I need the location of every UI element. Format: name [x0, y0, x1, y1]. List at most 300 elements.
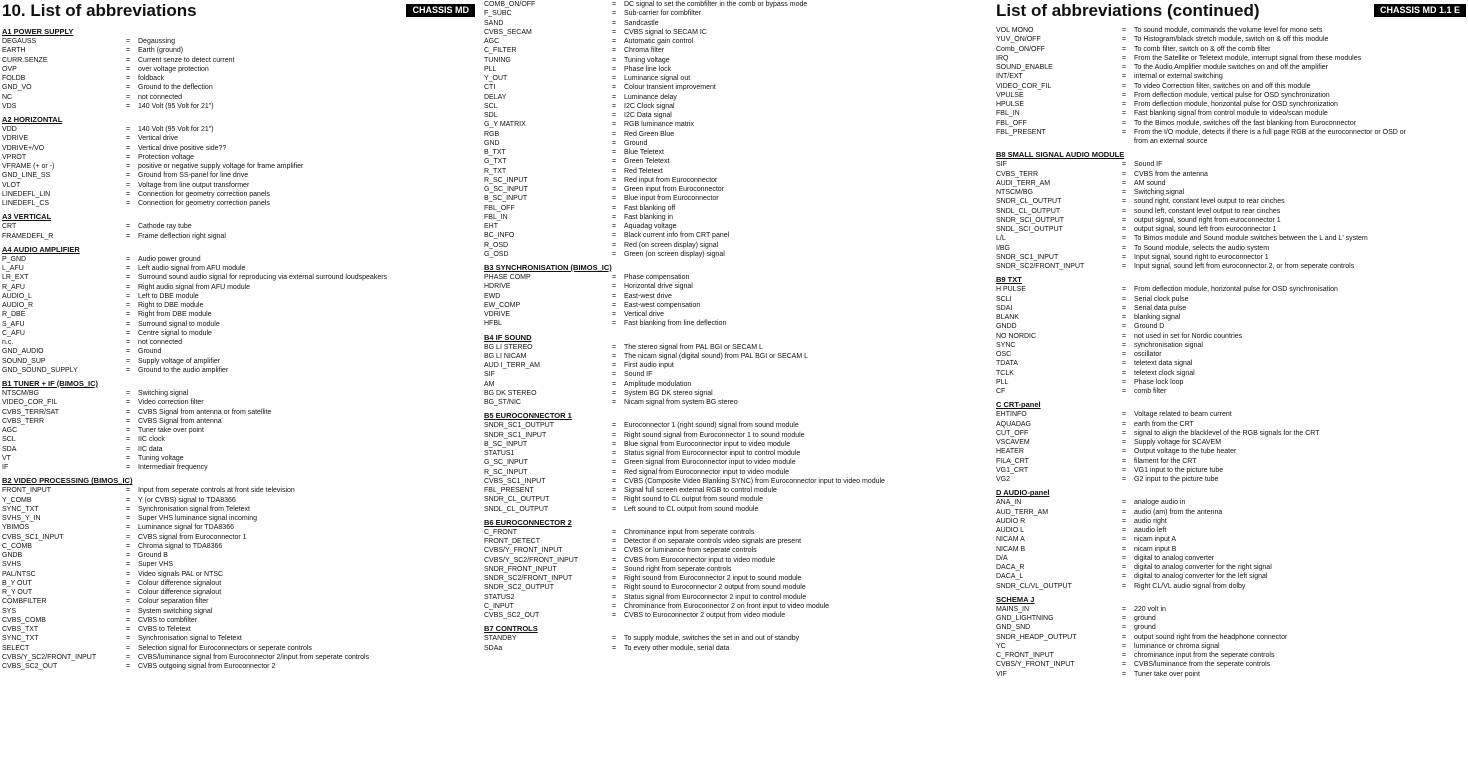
section-heading: A2 HORIZONTAL: [2, 115, 63, 124]
abbreviation-meaning: CVBS/luminance from the seperate controls: [1134, 661, 1271, 669]
abbreviation-meaning: To supply module, switches the set in and out of standby: [624, 635, 800, 643]
abbreviation: I/BG: [996, 244, 1011, 252]
abbreviation: VG2: [996, 476, 1011, 483]
abbreviation-row: [2, 232, 477, 241]
abbreviation-meaning: Earth (ground): [138, 47, 184, 55]
abbreviation: BC_INFO: [484, 232, 515, 240]
equals-sign: =: [126, 65, 131, 73]
abbreviation: SCLI: [996, 295, 1012, 303]
abbreviation-row: [484, 204, 974, 213]
abbreviation: AUD_TERR_AM: [996, 508, 1049, 516]
abbreviation-row: [2, 454, 477, 463]
equals-sign: =: [1122, 642, 1127, 650]
abbreviation: AM: [484, 380, 495, 388]
abbreviation-row: [484, 565, 974, 574]
abbreviation: PLL: [996, 378, 1009, 386]
column-left-body: [2, 26, 477, 671]
abbreviation-meaning: Synchronisation signal to Teletext: [138, 635, 242, 643]
equals-sign: =: [1122, 198, 1127, 206]
chassis-badge: CHASSIS MD 1.1 E: [1374, 4, 1466, 17]
abbreviation: INT/EXT: [996, 73, 1023, 81]
abbreviation: CF: [996, 388, 1006, 395]
column-middle-body: [484, 0, 974, 653]
abbreviation-meaning: Intermediair frequency: [138, 464, 208, 471]
abbreviation-row: [2, 634, 477, 643]
abbreviation-row: [2, 65, 477, 74]
abbreviation-row: [996, 517, 1466, 526]
abbreviation-meaning: Fast blanking in: [624, 213, 674, 221]
equals-sign: =: [1122, 466, 1127, 474]
abbreviation-meaning: Selection signal for Euroconnectors or seperate controls: [138, 644, 312, 652]
page-title: 10. List of abbreviations: [2, 1, 197, 20]
abbreviation-meaning: Red Teletext: [624, 167, 663, 175]
abbreviation-meaning: Vertical drive positive side??: [138, 144, 227, 152]
abbreviation-row: [2, 83, 477, 92]
abbreviation: R_Y OUT: [2, 589, 33, 596]
abbreviation-row: [484, 130, 974, 139]
equals-sign: =: [1122, 351, 1127, 358]
abbreviation-meaning: CVBS signal to SECAM IC: [624, 28, 707, 36]
abbreviation-row: [996, 35, 1466, 44]
abbreviation: VPROT: [2, 153, 27, 161]
equals-sign: =: [126, 399, 131, 407]
abbreviation: SOUND_ENABLE: [996, 64, 1053, 71]
abbreviation-meaning: Super VHS: [138, 561, 174, 569]
abbreviation: R_DBE: [2, 311, 26, 319]
equals-sign: =: [612, 584, 617, 592]
abbreviation-row: [484, 398, 974, 407]
abbreviation-row: [484, 213, 974, 222]
section-heading: SCHEMA J: [996, 594, 1035, 604]
equals-sign: =: [612, 75, 617, 82]
abbreviation-row: [996, 216, 1466, 225]
abbreviation: GND: [484, 139, 500, 147]
equals-sign: =: [612, 102, 617, 110]
abbreviation-meaning: Left to DBE module: [138, 292, 199, 300]
abbreviation: SYNC_TXT: [2, 635, 39, 643]
abbreviation-meaning: ground: [1134, 615, 1156, 622]
abbreviation-meaning: Left audio signal from AFU module: [138, 265, 246, 272]
equals-sign: =: [126, 274, 131, 282]
abbreviation: STATUS2: [484, 593, 515, 601]
abbreviation: BG LI NICAM: [484, 352, 527, 360]
abbreviation-row: [996, 614, 1466, 623]
equals-sign: =: [126, 570, 131, 578]
abbreviation-row: [996, 410, 1466, 419]
abbreviation-meaning: 140 Volt (95 Volt for 21"): [138, 102, 214, 110]
equals-sign: =: [1122, 388, 1127, 395]
abbreviation-meaning: digital to analog converter for the left signal: [1134, 573, 1268, 581]
equals-sign: =: [126, 616, 131, 624]
abbreviation: D/A: [996, 554, 1008, 562]
equals-sign: =: [1122, 304, 1127, 312]
abbreviation-row: [2, 338, 477, 347]
equals-sign: =: [126, 653, 131, 661]
abbreviation: HPULSE: [996, 101, 1025, 108]
abbreviation: SNDR_SC2/FRONT_INPUT: [996, 263, 1085, 270]
abbreviation: SNDR_SC1_INPUT: [996, 253, 1059, 261]
abbreviation-meaning: Chroma signal to TDA8366: [138, 542, 223, 550]
abbreviation-row: [484, 0, 974, 9]
section-heading: B7 CONTROLS: [484, 624, 538, 634]
abbreviation-meaning: CVBS/luminance signal from Euroconnector 2/input from seperate controls: [138, 653, 370, 661]
abbreviation-meaning: Phase line lock: [624, 65, 672, 73]
abbreviation-meaning: output signal, sound right from euroconnector 1: [1134, 216, 1281, 224]
abbreviation: EWD: [484, 292, 501, 300]
abbreviation-meaning: Ground B: [138, 552, 168, 559]
abbreviation: CRT: [2, 223, 17, 231]
abbreviation-meaning: Luminance signal out: [624, 75, 691, 82]
abbreviation: AUDIO_L: [2, 292, 32, 300]
abbreviation-row: [2, 616, 477, 625]
abbreviation-row: [484, 380, 974, 389]
abbreviation-meaning: System switching signal: [138, 607, 213, 615]
abbreviation-row: [996, 633, 1466, 642]
abbreviation-meaning: To Bimos module and Sound module switches between the L and L' system: [1134, 235, 1368, 243]
abbreviation-row: [996, 554, 1466, 563]
abbreviation: CVBS_COMB: [2, 616, 46, 624]
abbreviation: SNDR_FRONT_INPUT: [484, 565, 557, 573]
equals-sign: =: [612, 28, 617, 36]
equals-sign: =: [126, 454, 131, 462]
equals-sign: =: [612, 311, 617, 318]
equals-sign: =: [126, 390, 131, 397]
abbreviation-row: [996, 100, 1466, 109]
abbreviation-meaning: Ground D: [1134, 323, 1165, 331]
abbreviation-row: [2, 579, 477, 588]
abbreviation-row: [484, 37, 974, 46]
abbreviation: CVBS_TXT: [2, 626, 39, 633]
abbreviation-meaning: CVBS Signal from antenna: [138, 417, 222, 425]
abbreviation-row: [2, 329, 477, 338]
equals-sign: =: [1122, 45, 1127, 53]
equals-sign: =: [612, 84, 617, 92]
abbreviation: DACA_L: [996, 573, 1024, 581]
abbreviation-row: [996, 128, 1466, 137]
abbreviation: SAND: [484, 19, 504, 27]
abbreviation-meaning: sound left, constant level output to rear cinches: [1134, 207, 1281, 215]
abbreviation-meaning: Left sound to CL output from sound module: [624, 505, 759, 513]
abbreviation: SDAa: [484, 644, 503, 652]
abbreviation: SNDR_SC2/FRONT_INPUT: [484, 575, 573, 582]
equals-sign: =: [126, 533, 131, 541]
abbreviation-meaning: IIC clock: [138, 436, 165, 444]
abbreviation: Y_OUT: [484, 75, 508, 82]
equals-sign: =: [126, 552, 131, 559]
abbreviation: SCL: [2, 436, 16, 444]
abbreviation-meaning: Luminance delay: [624, 93, 677, 101]
equals-sign: =: [1122, 420, 1127, 428]
abbreviation-meaning: audio (am) from the antenna: [1134, 508, 1223, 516]
equals-sign: =: [1122, 517, 1127, 525]
abbreviation-row: [996, 45, 1466, 54]
abbreviation-row: [996, 179, 1466, 188]
equals-sign: =: [126, 190, 131, 198]
equals-sign: =: [612, 343, 617, 351]
abbreviation: FRONT_INPUT: [2, 487, 51, 495]
abbreviation-meaning: Right sound to Euroconnector 2 output from sound module: [624, 584, 806, 592]
equals-sign: =: [126, 292, 131, 300]
equals-sign: =: [126, 542, 131, 550]
abbreviation-row: [996, 670, 1466, 679]
abbreviation-meaning: Serial clock pulse: [1134, 295, 1189, 303]
abbreviation: SYNC: [996, 341, 1016, 349]
abbreviation: G_SC_INPUT: [484, 459, 528, 467]
abbreviation: VDS: [2, 102, 17, 110]
abbreviation-row: [996, 378, 1466, 387]
abbreviation-row: [2, 301, 477, 310]
abbreviation: CVBS_SECAM: [484, 28, 532, 36]
abbreviation-row: [2, 505, 477, 514]
abbreviation: HDRIVE: [484, 283, 511, 291]
abbreviation: SVHS: [2, 561, 22, 569]
abbreviation-row: [2, 181, 477, 190]
abbreviation: SELECT: [2, 644, 30, 652]
abbreviation-meaning: Right sound signal from Euroconnector 1 to sound module: [624, 431, 805, 439]
equals-sign: =: [126, 561, 131, 569]
abbreviation-meaning: Input signal, sound left from euroconnector 2, or from seperate controls: [1134, 263, 1355, 270]
abbreviation: n.c.: [2, 339, 14, 346]
abbreviation-meaning: I2C Data signal: [624, 112, 672, 119]
left-title-bar: [2, 0, 477, 26]
equals-sign: =: [1122, 573, 1127, 581]
abbreviation-meaning: Voltage from line output transformer: [138, 181, 250, 189]
abbreviation-row: [996, 526, 1466, 535]
abbreviation-meaning: teletext clock signal: [1134, 369, 1195, 377]
abbreviation-row: [996, 207, 1466, 216]
abbreviation-row: [996, 234, 1466, 243]
abbreviation: SNDR_SC1_OUTPUT: [484, 422, 555, 430]
abbreviation: SYS: [2, 607, 17, 615]
abbreviation-meaning: Green (on screen display) signal: [624, 250, 725, 258]
abbreviation: SOUND_SUP: [2, 357, 46, 365]
abbreviation: VIF: [996, 670, 1007, 678]
abbreviation-row: [2, 560, 477, 569]
equals-sign: =: [126, 283, 131, 291]
abbreviation: P_GND: [2, 255, 27, 263]
equals-sign: =: [1122, 323, 1127, 331]
abbreviation: LINEDEFL_LIN: [2, 190, 51, 198]
abbreviation: FBL_IN: [996, 110, 1020, 118]
abbreviation: SIF: [996, 161, 1007, 169]
abbreviation-meaning: Ground to the audio amplifier: [138, 366, 229, 374]
equals-sign: =: [1122, 170, 1127, 178]
equals-sign: =: [1122, 582, 1127, 590]
abbreviation-meaning: Video signals PAL or NTSC: [138, 570, 224, 578]
abbreviation: STANDBY: [484, 635, 517, 643]
equals-sign: =: [126, 524, 131, 532]
section-heading: D AUDIO-panel: [996, 488, 1050, 498]
abbreviation-row: [2, 496, 477, 505]
abbreviation-row: [484, 231, 974, 240]
abbreviation: VSCAVEM: [996, 439, 1030, 446]
abbreviation-meaning: CVBS or luminance from seperate controls: [624, 547, 757, 555]
abbreviation: GND_SOUND_SUPPLY: [2, 366, 78, 374]
equals-sign: =: [1122, 564, 1127, 571]
abbreviation-row: [996, 109, 1466, 118]
abbreviation-row: [484, 139, 974, 148]
abbreviation-meaning: digital to analog converter for the right signal: [1134, 564, 1272, 571]
equals-sign: =: [126, 126, 131, 133]
abbreviation-row: [484, 222, 974, 231]
equals-sign: =: [126, 515, 131, 522]
abbreviation: VDD: [2, 126, 17, 133]
equals-sign: =: [612, 431, 617, 439]
abbreviation-meaning: Sub-carrier for combfilter: [624, 10, 702, 18]
equals-sign: =: [126, 589, 131, 596]
abbreviation-row: [996, 262, 1466, 271]
equals-sign: =: [126, 626, 131, 633]
abbreviation-meaning: Phase compensation: [624, 274, 690, 281]
abbreviation-meaning: From deflection module, horizontal pulse for OSD synchronization: [1134, 101, 1338, 108]
abbreviation: DACA_R: [996, 564, 1025, 571]
equals-sign: =: [1122, 189, 1127, 196]
abbreviation-row: [2, 570, 477, 579]
abbreviation-row: [2, 46, 477, 55]
abbreviation-row: [484, 602, 974, 611]
equals-sign: =: [126, 102, 131, 110]
equals-sign: =: [612, 130, 617, 138]
abbreviation: AUDI_TERR_AM: [996, 179, 1051, 187]
abbreviation: SNDL_CL_OUTPUT: [996, 207, 1061, 215]
abbreviation-row: [2, 144, 477, 153]
abbreviation: SIF: [484, 371, 495, 379]
abbreviation: CVBS_SC1_INPUT: [2, 533, 64, 541]
equals-sign: =: [612, 635, 617, 643]
abbreviation-row: [996, 508, 1466, 517]
abbreviation: L/L: [996, 235, 1006, 243]
abbreviation-meaning: ground: [1134, 624, 1156, 632]
abbreviation-meaning: Centre signal to module: [138, 329, 212, 337]
abbreviation-meaning: oscillator: [1134, 351, 1162, 358]
abbreviation-row: [996, 285, 1466, 294]
abbreviation: CVBS_SC1_INPUT: [484, 477, 546, 485]
abbreviation-row: [2, 542, 477, 551]
abbreviation: G_OSD: [484, 250, 509, 258]
abbreviation-meaning: analoge audio in: [1134, 499, 1186, 507]
equals-sign: =: [1122, 360, 1127, 368]
abbreviation-row: [484, 102, 974, 111]
equals-sign: =: [1122, 554, 1127, 562]
abbreviation-meaning: synchronisation signal: [1134, 341, 1203, 349]
abbreviation-meaning: Vertical drive: [138, 135, 179, 143]
abbreviation-row: [484, 361, 974, 370]
abbreviation-meaning: IIC data: [138, 445, 163, 453]
section-heading: A1 POWER SUPPLY: [2, 27, 74, 36]
abbreviation-row: [996, 642, 1466, 651]
abbreviation-meaning: CVBS from the antenna: [1134, 170, 1208, 178]
equals-sign: =: [126, 75, 131, 82]
abbreviation: PHASE COMP: [484, 274, 531, 281]
equals-sign: =: [612, 47, 617, 55]
abbreviation-row: [996, 304, 1466, 313]
abbreviation: BG_ST/NIC: [484, 399, 521, 406]
abbreviation: DELAY: [484, 93, 507, 101]
abbreviation: C_FRONT_INPUT: [996, 652, 1054, 659]
abbreviation: VDRIVE+/VO: [2, 144, 45, 152]
abbreviation: GND_VO: [2, 84, 32, 92]
equals-sign: =: [126, 339, 131, 346]
equals-sign: =: [612, 538, 617, 545]
abbreviation: TUNING: [484, 56, 511, 64]
abbreviation-meaning: Connection for geometry correction panels: [138, 190, 270, 198]
equals-sign: =: [1122, 161, 1127, 169]
abbreviation: CTI: [484, 84, 496, 92]
equals-sign: =: [1122, 82, 1127, 90]
abbreviation: NTSCM/BG: [996, 189, 1033, 196]
abbreviation-meaning: sound right, constant level output to rear cinches: [1134, 198, 1285, 206]
equals-sign: =: [1122, 216, 1127, 224]
abbreviation-row: [2, 222, 477, 231]
abbreviation: SNDR_HEADP_OUTPUT: [996, 633, 1077, 641]
abbreviation-row: [2, 255, 477, 264]
abbreviation-meaning: Blue input from Euroconnector: [624, 195, 719, 203]
abbreviation-meaning: Tuner take over point: [1134, 670, 1200, 678]
abbreviation-row: [996, 188, 1466, 197]
abbreviation: NICAM A: [996, 536, 1025, 544]
equals-sign: =: [1122, 448, 1127, 456]
abbreviation-row: [996, 91, 1466, 100]
abbreviation-row: [2, 162, 477, 171]
equals-sign: =: [1122, 54, 1127, 62]
section-heading: B9 TXT: [996, 275, 1022, 285]
page-title-continued: List of abbreviations (continued): [996, 1, 1260, 20]
abbreviation-row: [2, 625, 477, 634]
abbreviation: VFRAME (+ or -): [2, 163, 55, 170]
equals-sign: =: [1122, 378, 1127, 386]
abbreviation-row: [484, 148, 974, 157]
abbreviation-meaning: Ground from SS-panel for line drive: [138, 172, 249, 180]
abbreviation-meaning: internal or external switching: [1134, 73, 1223, 81]
abbreviation-row: [484, 250, 974, 259]
abbreviation-meaning: Aquadag voltage: [624, 223, 677, 230]
abbreviation-meaning: Euroconnector 1 (right sound) signal from sound module: [624, 422, 799, 430]
abbreviation: SNDR_SC2_OUTPUT: [484, 584, 555, 592]
equals-sign: =: [1122, 615, 1127, 622]
abbreviation-meaning: To comb filter, switch on & off the comb filter: [1134, 45, 1271, 53]
abbreviation-row: [484, 468, 974, 477]
abbreviation: CVBS/Y_SC2/FRONT_INPUT: [484, 556, 579, 564]
right-title-bar: [996, 0, 1466, 26]
abbreviation-meaning: Blue Teletext: [624, 149, 664, 156]
abbreviation: CVBS/Y_SC2/FRONT_INPUT: [2, 653, 97, 661]
abbreviation-row: [2, 264, 477, 273]
equals-sign: =: [612, 283, 617, 291]
abbreviation: SDA: [2, 445, 17, 453]
equals-sign: =: [1122, 429, 1127, 437]
abbreviation-row: [2, 190, 477, 199]
abbreviation-meaning: Status signal from Euroconnector 2 input to control module: [624, 593, 807, 601]
equals-sign: =: [126, 84, 131, 92]
abbreviation-row: [996, 498, 1466, 507]
abbreviation: EHT: [484, 223, 498, 230]
abbreviation-meaning: Degaussing: [138, 38, 175, 45]
equals-sign: =: [612, 644, 617, 652]
equals-sign: =: [612, 496, 617, 504]
abbreviation-meaning: Input signal, sound right to euroconnector 1: [1134, 253, 1269, 261]
abbreviation-row: [996, 563, 1466, 572]
equals-sign: =: [1122, 244, 1127, 252]
abbreviation-meaning: Tuner take over point: [138, 427, 204, 434]
abbreviation-meaning: Ground: [138, 348, 162, 356]
abbreviation-meaning: From the Satellite or Teletext module, interrupt signal from these modules: [1134, 54, 1362, 62]
equals-sign: =: [126, 357, 131, 365]
abbreviation-meaning: From deflection module, horizontal pulse for OSD synchronisation: [1134, 286, 1338, 294]
abbreviation-row: [2, 426, 477, 435]
abbreviation-row: [484, 301, 974, 310]
equals-sign: =: [1122, 624, 1127, 632]
abbreviation-row: [484, 46, 974, 55]
